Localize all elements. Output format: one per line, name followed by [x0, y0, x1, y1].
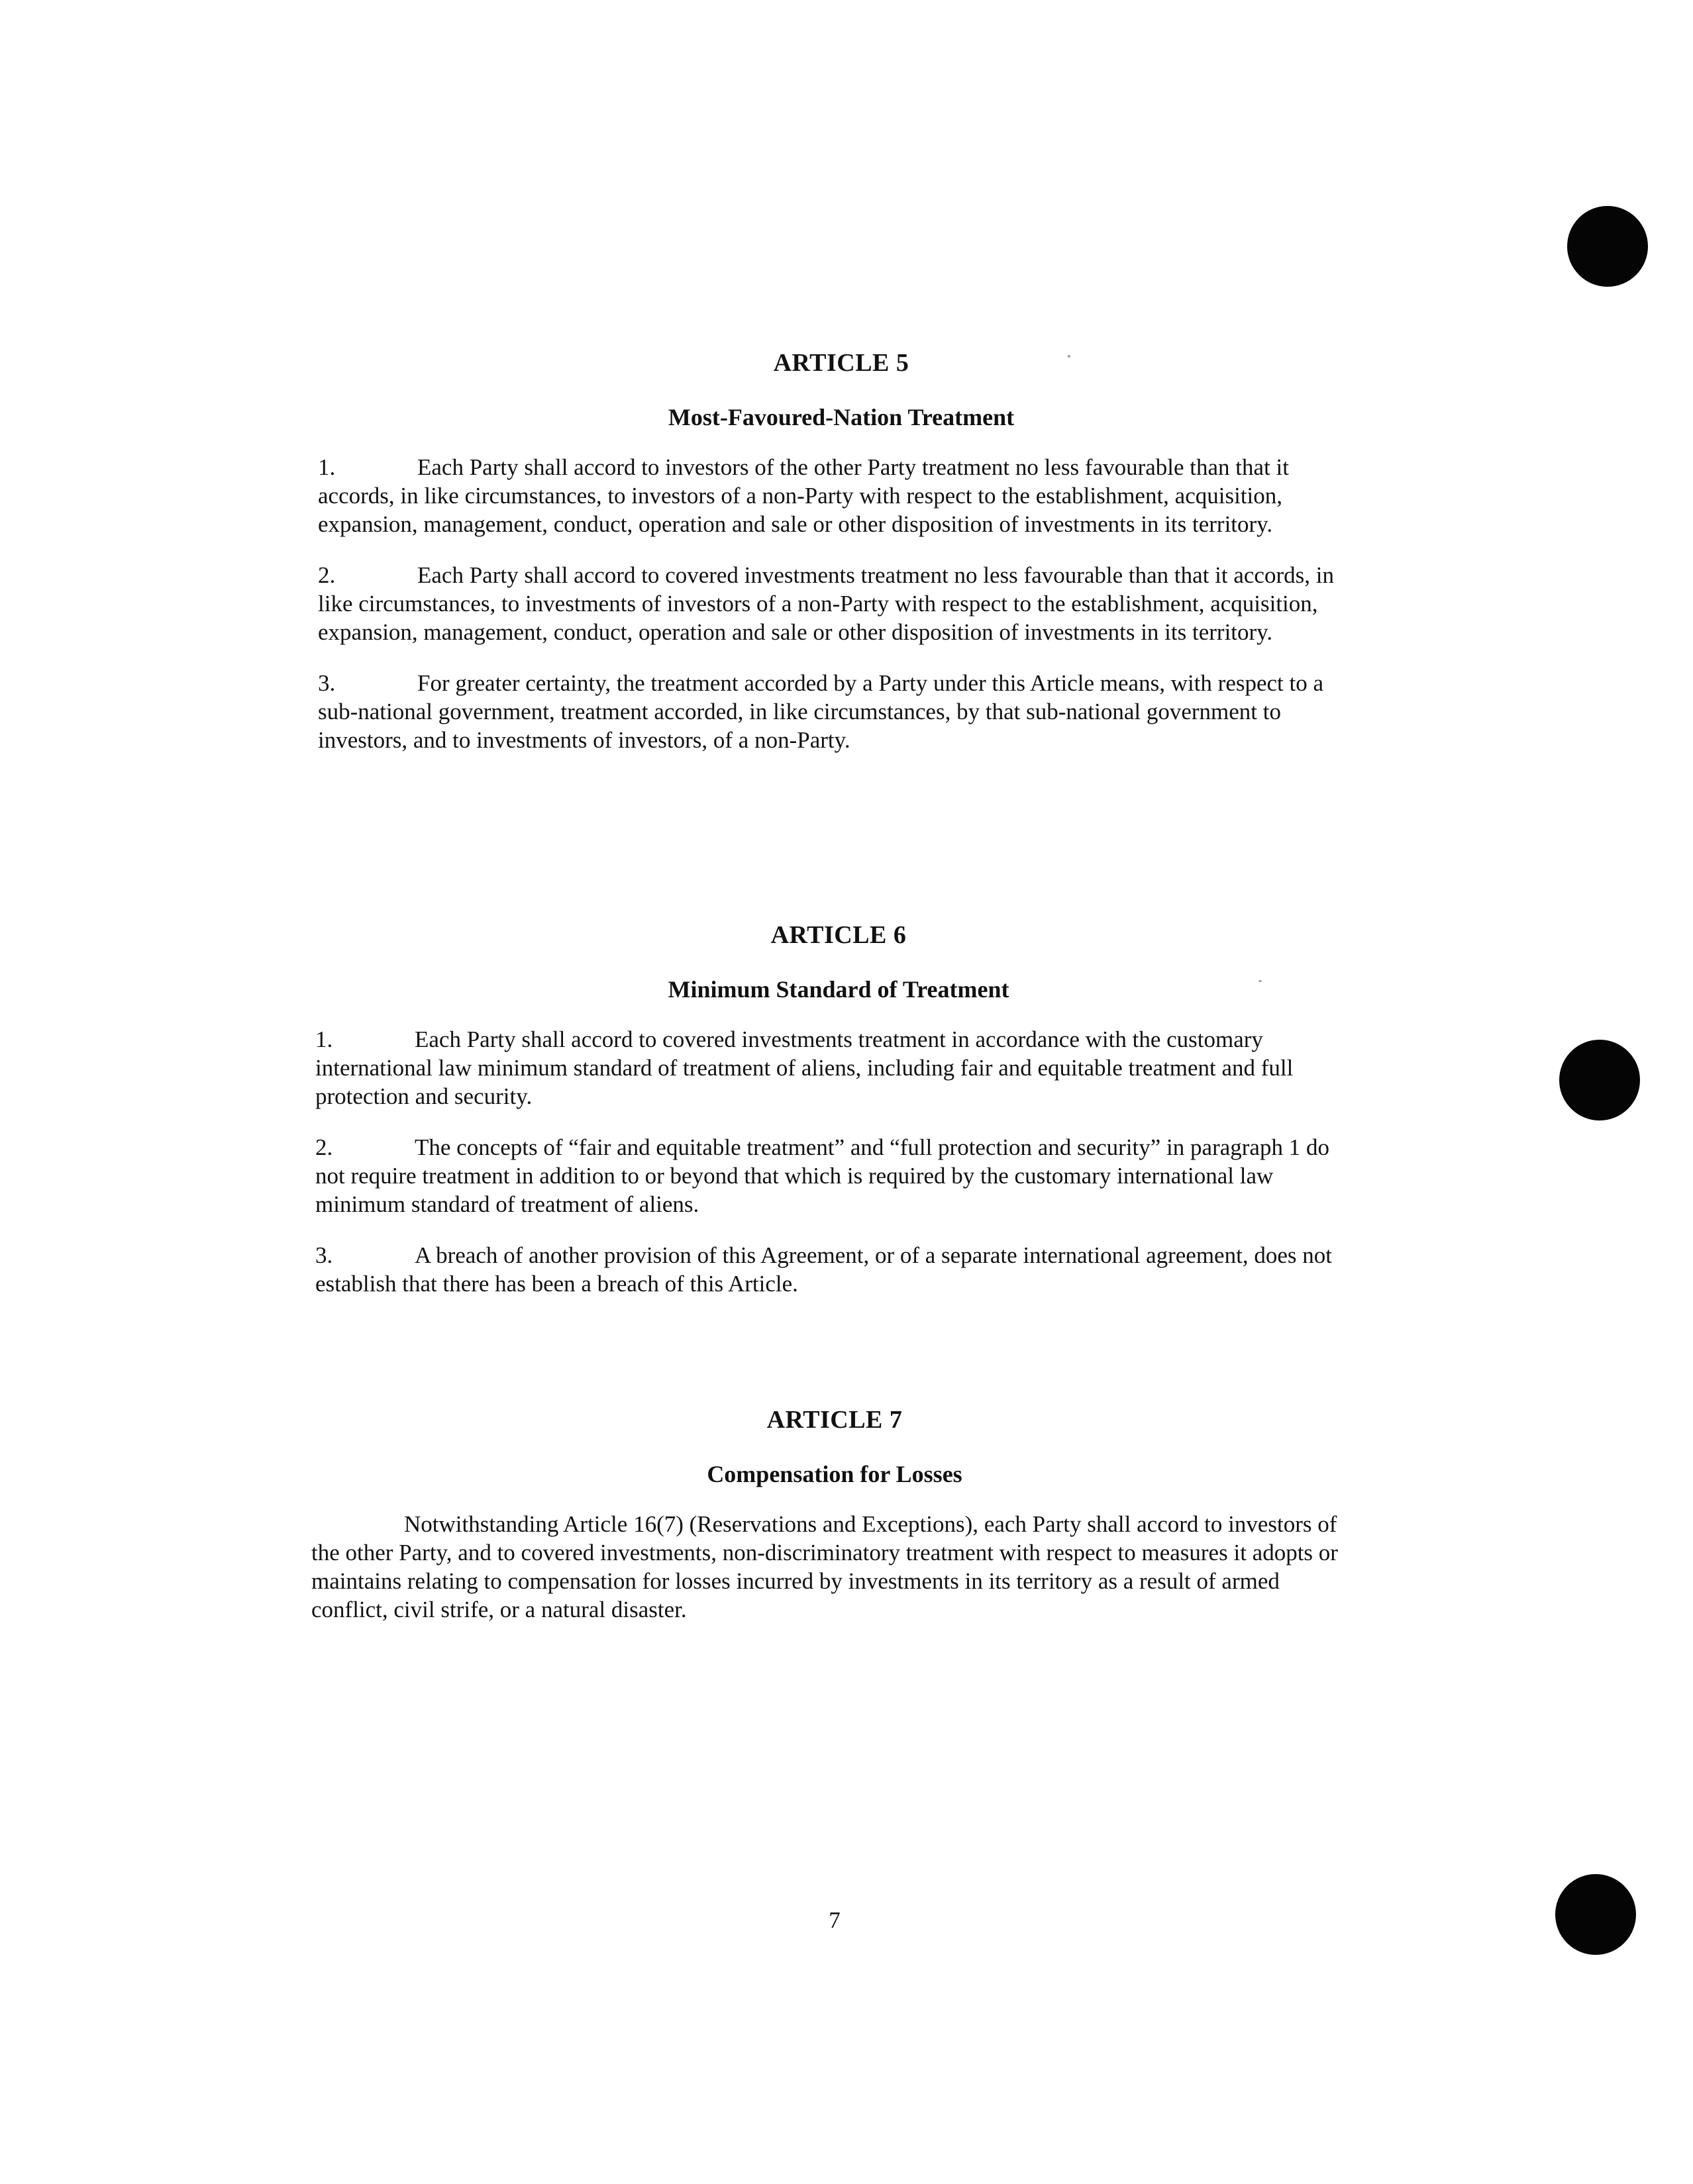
paragraph-text: Notwithstanding Article 16(7) (Reservations and Exceptions), each Party shall accord to investors of the other Party, and to covered investments, non-discriminatory treatment with respect to measures it adopts or maintains relating to compensation for losses incurred by investments in its territory as a result of armed conflict, civil strife, or a natural disaster.	[311, 1511, 1338, 1622]
paragraph	[311, 1510, 1358, 1624]
paragraph-number: 2.	[315, 1134, 333, 1160]
article-heading: ARTICLE 6	[770, 921, 907, 949]
article-6	[315, 919, 1362, 1320]
paragraph	[318, 669, 1364, 754]
paragraph-text: The concepts of “fair and equitable treatment” and “full protection and security” in paragraph 1 do not require treatment in addition to or beyond that which is required by the customary international law minimum standard of treatment of aliens.	[315, 1134, 1329, 1217]
paragraph-text: A breach of another provision of this Agreement, or of a separate international agreement, does not establish that there has been a breach of this Article.	[315, 1242, 1332, 1297]
page-number: 7	[829, 1907, 841, 1933]
article-heading: ARTICLE 7	[766, 1406, 903, 1434]
paragraph-number: 1.	[318, 454, 336, 480]
paragraph	[318, 453, 1364, 538]
paragraph-number: 1.	[315, 1026, 333, 1052]
article-title: Minimum Standard of Treatment	[668, 976, 1009, 1003]
paragraph	[315, 1025, 1362, 1111]
article-body	[318, 453, 1364, 754]
paragraph	[318, 561, 1364, 646]
punch-hole-bottom	[1555, 1874, 1636, 1955]
paragraph-number: 3.	[315, 1242, 333, 1268]
paragraph-number: 2.	[318, 562, 336, 588]
article-7	[311, 1404, 1358, 1646]
article-5	[318, 347, 1364, 777]
article-title: Most-Favoured-Nation Treatment	[668, 404, 1015, 430]
punch-hole-top	[1567, 206, 1648, 287]
paragraph	[315, 1133, 1362, 1218]
article-body	[311, 1510, 1358, 1624]
paragraph-text: Each Party shall accord to covered investments treatment no less favourable than that it accords, in like circumstances, to investments of investors of a non-Party with respect to the establishment, acquisition, expansion, management, conduct, operation and sale or other disposition of investments in its territory.	[318, 562, 1334, 645]
article-body	[315, 1025, 1362, 1298]
paragraph-text: Each Party shall accord to investors of the other Party treatment no less favourable than that it accords, in like circumstances, to investors of a non-Party with respect to the establishment, acquisition, expansion, management, conduct, operation and sale or other disposition of investments in its territory.	[318, 454, 1289, 537]
paragraph-text: For greater certainty, the treatment accorded by a Party under this Article means, with respect to a sub-national government, treatment accorded, in like circumstances, by that sub-national government to investors, and to investments of investors, of a non-Party.	[318, 670, 1324, 753]
paragraph-number: 3.	[318, 670, 336, 696]
article-heading: ARTICLE 5	[773, 349, 909, 377]
paragraph	[315, 1241, 1362, 1298]
article-title: Compensation for Losses	[707, 1461, 962, 1487]
punch-hole-middle	[1559, 1040, 1640, 1120]
paragraph-text: Each Party shall accord to covered investments treatment in accordance with the customary international law minimum standard of treatment of aliens, including fair and equitable treatment and full protection and security.	[315, 1026, 1294, 1109]
